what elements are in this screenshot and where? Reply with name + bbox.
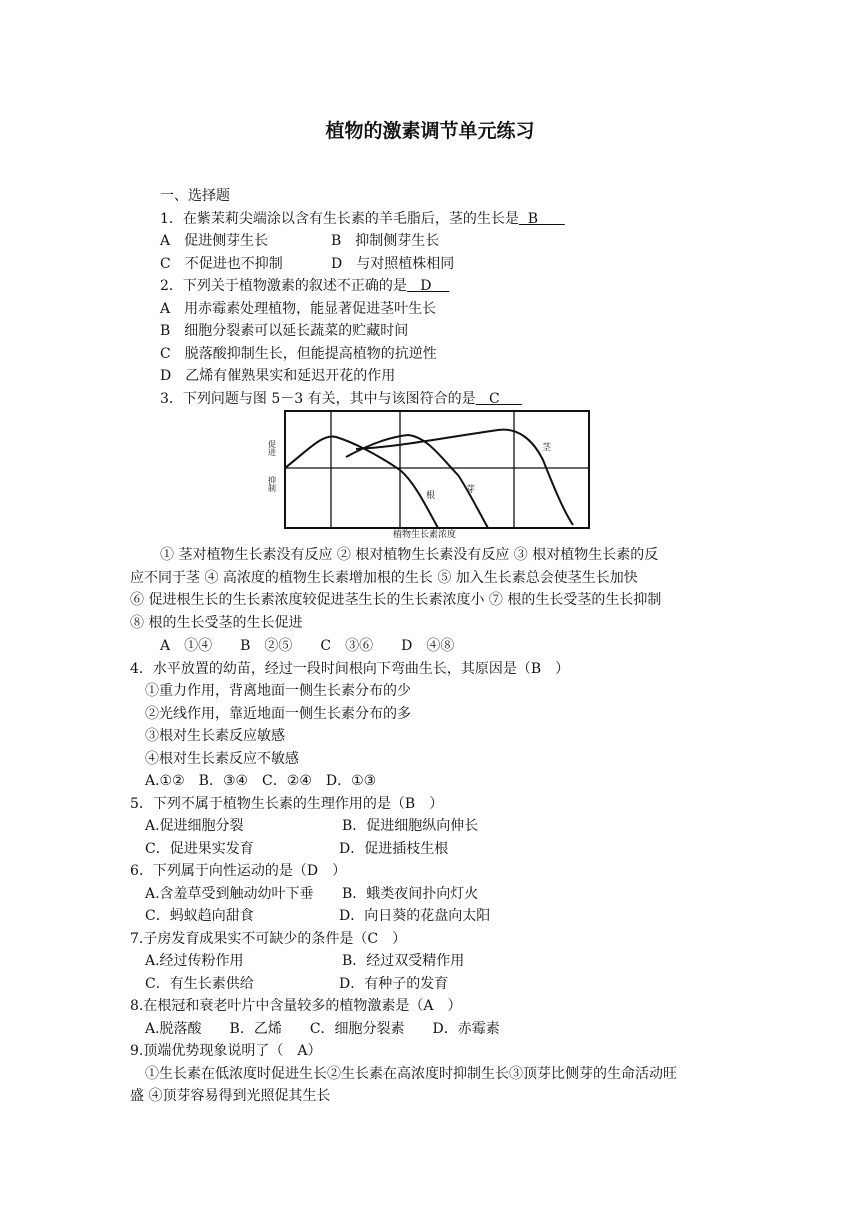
question-3-statements-line-4: ⑧ 根的生长受茎的生长促进 [130,615,303,631]
question-1-option-c: C 不促进也不抑制 [160,256,283,272]
question-5-option-a: A.促进细胞分裂 [145,818,244,834]
curve-label-bud: 芽 [466,485,476,495]
question-2-stem: 2．下列关于植物激素的叙述不正确的是 [160,278,407,294]
question-3-answer: C [475,391,522,407]
x-axis-label: 植物生长素浓度 [393,530,457,540]
y-label-promote: 促进 [268,440,276,457]
question-1-stem: 1．在紫茉莉尖端涂以含有生长素的羊毛脂后，茎的生长是 [160,211,519,227]
question-1-answer: B [518,211,565,227]
question-3-stem: 3．下列问题与图 5－3 有关，其中与该图符合的是 [160,391,476,407]
question-9-line-1: ①生长素在低浓度时促进生长②生长素在高浓度时抑制生长③顶芽比侧芽的生命活动旺 [145,1066,677,1082]
question-8-stem: 8.在根冠和衰老叶片中含量较多的植物激素是（A ） [130,998,462,1014]
question-6-option-d: D．向日葵的花盘向太阳 [339,908,491,924]
page-title: 植物的激素调节单元练习 [325,120,535,142]
figure-svg [268,405,598,545]
question-1-option-d: D 与对照植株相同 [331,256,455,272]
question-3-statements-line-2: 应不同于茎 ④ 高浓度的植物生长素增加根的生长 ⑤ 加入生长素总会使茎生长加快 [130,570,638,586]
question-5-option-d: D．促进插枝生根 [339,841,449,857]
question-1-option-a: A 促进侧芽生长 [160,233,269,249]
question-4-item-4: ④根对生长素反应不敏感 [145,751,299,767]
question-4-stem: 4．水平放置的幼苗，经过一段时间根向下弯曲生长，其原因是（B ） [130,661,570,677]
question-7-option-c: C．有生长素供给 [145,976,254,992]
question-2-answer: D [406,278,450,294]
question-2-option-a: A 用赤霉素处理植物，能显著促进茎叶生长 [160,301,437,317]
question-2-option-b: B 细胞分裂素可以延长蔬菜的贮藏时间 [160,323,409,339]
question-5-stem: 5．下列不属于植物生长素的生理作用的是（B ） [130,796,444,812]
question-6-stem: 6．下列属于向性运动的是（D ） [130,863,347,879]
question-7-option-b: B．经过双受精作用 [342,953,465,969]
question-9-stem: 9.顶端优势现象说明了（ A） [130,1043,322,1059]
curve-stem [356,430,573,525]
question-7-stem: 7.子房发育成果实不可缺少的条件是（C ） [130,931,407,947]
question-3-statements-line-3: ⑥ 促进根生长的生长素浓度较促进茎生长的生长素浓度小 ⑦ 根的生长受茎的生长抑制 [130,592,662,608]
question-5-option-b: B．促进细胞纵向伸长 [342,818,479,834]
question-4-options: A.①② B．③④ C．②④ D．①③ [145,773,377,789]
question-2 [160,276,449,296]
question-2-option-d: D 乙烯有催熟果实和延迟开花的作用 [160,368,396,384]
question-7-option-a: A.经过传粉作用 [145,953,244,969]
question-8-options: A.脱落酸 B．乙烯 C．细胞分裂素 D．赤霉素 [145,1021,500,1037]
question-3-options: A ①④ B ②⑤ C ③⑥ D ④⑧ [160,638,455,654]
question-1-option-b: B 抑制侧芽生长 [331,233,440,249]
question-4-item-2: ②光线作用，靠近地面一侧生长素分布的多 [145,706,411,722]
question-6-option-c: C．蚂蚁趋向甜食 [145,908,254,924]
question-9-line-2: 盛 ④顶芽容易得到光照促其生长 [130,1088,331,1104]
y-label-inhibit: 抑制 [268,476,276,493]
question-4-item-3: ③根对生长素反应敏感 [145,728,285,744]
question-2-option-c: C 脱落酸抑制生长，但能提高植物的抗逆性 [160,346,437,362]
curve-label-stem: 茎 [542,443,552,453]
curve-label-root: 根 [426,491,436,501]
question-3-statements-line-1: ① 茎对植物生长素没有反应 ② 根对植物生长素没有反应 ③ 根对植物生长素的反 [160,547,659,563]
section-heading: 一、选择题 [160,188,230,204]
question-5-option-c: C．促进果实发育 [145,841,254,857]
question-4-item-1: ①重力作用，背离地面一侧生长素分布的少 [145,683,411,699]
question-1 [160,209,565,229]
question-6-option-a: A.含羞草受到触动幼叶下垂 [145,886,314,902]
question-7-option-d: D．有种子的发育 [339,976,449,992]
question-6-option-b: B．蛾类夜间扑向灯火 [342,886,479,902]
auxin-concentration-figure [268,405,598,545]
